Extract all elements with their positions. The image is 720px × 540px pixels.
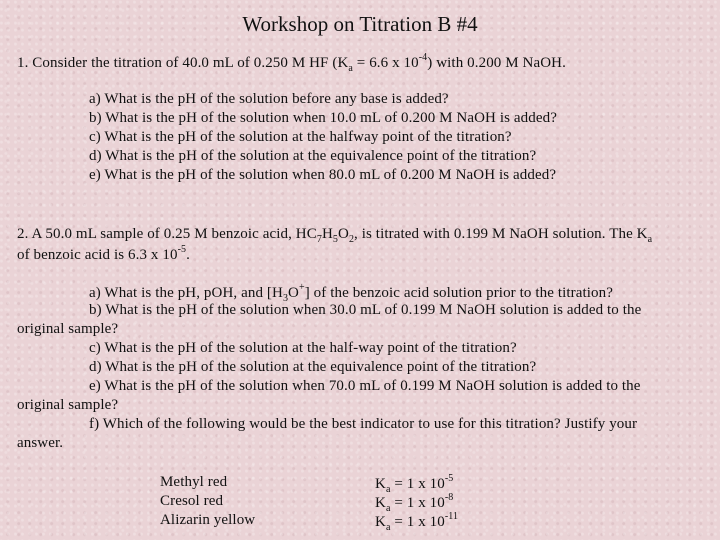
- indicator-ka-k: K: [375, 495, 386, 511]
- q1-part-a: a) What is the pH of the solution before any base is added?: [89, 91, 449, 107]
- q2-part-d: d) What is the pH of the solution at the equivalence point of the titration?: [89, 359, 537, 375]
- indicator-ka-sub: a: [385, 503, 391, 514]
- indicator-ka-k: K: [375, 514, 386, 530]
- q2-part-b-line1: b) What is the pH of the solution when 30.0 mL of 0.199 M NaOH solution is added to the: [89, 302, 642, 318]
- q2-sub-5: 5: [332, 234, 338, 245]
- indicator-ka-sup: -8: [444, 492, 454, 503]
- q1-part-b: b) What is the pH of the solution when 10.0 mL of 0.200 M NaOH is added?: [89, 110, 557, 126]
- q2-part-c: c) What is the pH of the solution at the half-way point of the titration?: [89, 340, 517, 356]
- q1-intro: [17, 53, 566, 74]
- indicator-name-alizarin-yellow: Alizarin yellow: [160, 512, 256, 528]
- indicator-ka-sub: a: [385, 484, 391, 495]
- q2-part-a-sup: +: [298, 282, 305, 293]
- indicator-ka-cresol-red: [375, 493, 453, 514]
- q2-part-a-mid: O: [288, 285, 299, 301]
- indicator-ka-sup: -11: [444, 511, 459, 522]
- indicator-ka-sup: -5: [444, 473, 454, 484]
- q2-formula-o: O: [338, 226, 349, 242]
- indicator-ka-mid: = 1 x 10: [390, 495, 445, 511]
- q2-part-a-sub: 3: [282, 293, 289, 304]
- q2-sub-2: 2: [348, 234, 355, 245]
- q1-part-e: e) What is the pH of the solution when 80.0 mL of 0.200 M NaOH is added?: [89, 167, 557, 183]
- q1-intro-mid: = 6.6 x 10: [352, 55, 419, 71]
- q2-line2-text: of benzoic acid is 6.3 x 10: [17, 247, 178, 263]
- q2-line1: [17, 226, 652, 245]
- q2-ka-sub: a: [647, 234, 653, 245]
- indicator-name-methyl-red: Methyl red: [160, 474, 228, 490]
- q2-part-a-text: a) What is the pH, pOH, and [H: [89, 285, 283, 301]
- q2-line1-post: , is titrated with 0.199 M NaOH solution. The K: [354, 226, 648, 242]
- q1-part-c: c) What is the pH of the solution at the halfway point of the titration?: [89, 129, 512, 145]
- q2-part-a-post: ] of the benzoic acid solution prior to the titration?: [304, 285, 613, 301]
- q1-intro-post: ) with 0.200 M NaOH.: [427, 55, 566, 71]
- indicator-ka-mid: = 1 x 10: [390, 514, 445, 530]
- q2-line2-post: .: [186, 247, 190, 263]
- q2-part-e-line1: e) What is the pH of the solution when 70.0 mL of 0.199 M NaOH solution is added to the: [89, 378, 641, 394]
- q2-line2-sup: -5: [177, 244, 187, 255]
- q1-intro-text: 1. Consider the titration of 40.0 mL of 0.250 M HF (K: [17, 55, 349, 71]
- page-title: Workshop on Titration B #4: [242, 12, 478, 36]
- indicator-ka-mid: = 1 x 10: [390, 476, 445, 492]
- q2-part-b-line2: original sample?: [17, 321, 119, 337]
- q1-ka-sub: a: [348, 63, 353, 74]
- q2-formula-h: H: [321, 226, 333, 242]
- q2-line2: [17, 245, 190, 264]
- q2-part-f-line1: f) Which of the following would be the best indicator to use for this titration? Justify your: [89, 416, 638, 432]
- q1-intro-sup: -4: [418, 52, 428, 63]
- q2-part-e-line2: original sample?: [17, 397, 119, 413]
- q1-part-d: d) What is the pH of the solution at the equivalence point of the titration?: [89, 148, 537, 164]
- q2-sub-7: 7: [316, 234, 322, 245]
- indicator-name-cresol-red: Cresol red: [160, 493, 224, 509]
- indicator-ka-alizarin-yellow: [375, 512, 458, 533]
- indicator-ka-methyl-red: [375, 474, 453, 495]
- q2-part-f-line2: answer.: [17, 435, 64, 451]
- q2-line1-text: 2. A 50.0 mL sample of 0.25 M benzoic acid, HC: [17, 226, 317, 242]
- indicator-ka-k: K: [375, 476, 386, 492]
- q2-part-a: [89, 283, 613, 304]
- indicator-ka-sub: a: [385, 522, 391, 533]
